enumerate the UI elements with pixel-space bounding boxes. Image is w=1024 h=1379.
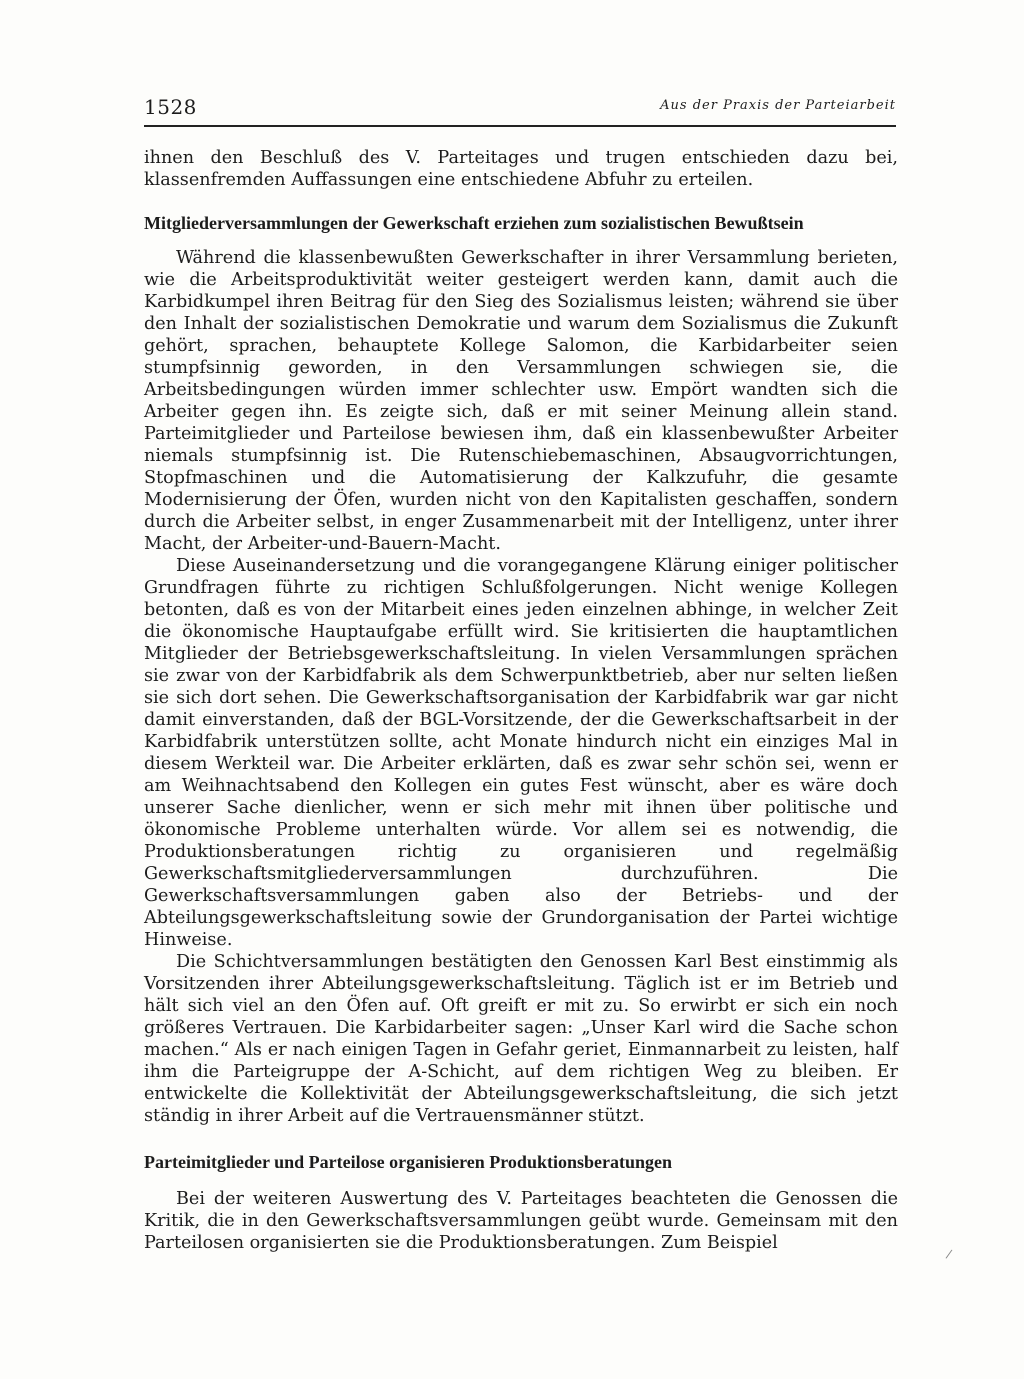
section-heading: Mitgliederversammlungen der Gewerkschaft erziehen zum sozialistischen Bewußtsein bbox=[144, 213, 804, 233]
body-paragraph: Während die klassenbewußten Gewerkschafter in ihrer Versammlung berieten, wie die Arbeitsproduktivität weiter gesteigert werden kann, damit auch die Karbidkumpel ihren Beitrag für den Sieg des Sozialismus leisten; während sie über den Inhalt der sozialistischen Demokratie und warum dem Sozialismus die Zukunft gehört, sprachen, behauptete Kollege Salomon, die Karbidarbeiter seien stumpfsinnig geworden, in den Versammlungen schwiegen sie, die Arbeitsbedingungen würden immer schlechter usw. Empört wandten sich die Arbeiter gegen ihn. Es zeigte sich, daß er mit seiner Meinung allein stand. Parteimitglieder und Parteilose bewiesen ihm, daß ein klassenbewußter Arbeiter niemals stumpfsinnig ist. Die Rutenschiebemaschinen, Absaugvorrichtungen, Stopfmaschinen und die Automatisierung der Kalkzufuhr, die gesamte Modernisierung der Öfen, wurden nicht von den Kapitalisten geschaffen, sondern durch die Arbeiter selbst, in enger Zusammenarbeit mit der Intelligenz, unter ihrer Macht, der Arbeiter-und-Bauern-Macht. bbox=[144, 248, 898, 554]
page-number: 1528 bbox=[144, 95, 197, 119]
page-body bbox=[144, 147, 898, 1254]
page-header bbox=[144, 95, 896, 127]
running-title: Aus der Praxis der Parteiarbeit bbox=[660, 98, 896, 113]
margin-mark: / bbox=[944, 1246, 954, 1262]
intro-paragraph: ihnen den Beschluß des V. Parteitages und trugen entschieden dazu bei, klassenfremden Auffassungen eine entschiedene Abfuhr zu erteilen. bbox=[144, 148, 898, 190]
body-paragraph: Die Schichtversammlungen bestätigten den Genossen Karl Best einstimmig als Vorsitzenden ihrer Abteilungsgewerkschaftsleitung. Täglich ist er im Betrieb und hält sich viel an den Öfen auf. Oft greift er mit zu. So erwirbt er sich ein noch größeres Vertrauen. Die Karbidarbeiter sagen: „Unser Karl wird die Sache schon machen.“ Als er nach einigen Tagen in Gefahr geriet, Einmannarbeit zu leisten, half ihm die Parteigruppe der A-Schicht, auf dem richtigen Weg zu bleiben. Er entwickelte die Kollektivität der Abteilungsgewerkschaftsleitung, die sich jetzt ständig in ihrer Arbeit auf die Vertrauensmänner stützt. bbox=[144, 952, 898, 1126]
body-paragraph: Bei der weiteren Auswertung des V. Parteitages beachteten die Genossen die Kritik, die in den Gewerkschaftsversammlungen geübt wurde. Gemeinsam mit den Parteilosen organisierten sie die Produktionsberatungen. Zum Beispiel bbox=[144, 1189, 898, 1253]
section-heading: Parteimitglieder und Parteilose organisieren Produktionsberatungen bbox=[144, 1152, 672, 1172]
body-paragraph: Diese Auseinandersetzung und die vorangegangene Klärung einiger politischer Grundfragen führte zu richtigen Schlußfolgerungen. Nicht wenige Kollegen betonten, daß es von der Mitarbeit eines jeden einzelnen abhinge, in welcher Zeit die ökonomische Hauptaufgabe erfüllt wird. Sie kritisierten die hauptamtlichen Mitglieder der Betriebsgewerkschaftsleitung. In vielen Versammlungen sprächen sie zwar von der Karbidfabrik als dem Schwerpunktbetrieb, aber nur selten ließen sie sich dort sehen. Die Gewerkschaftsorganisation der Karbidfabrik war gar nicht damit einverstanden, daß der BGL-Vorsitzende, der die Gewerkschaftsarbeit in der Karbidfabrik unterstützen sollte, acht Monate hindurch nicht ein einziges Mal in diesem Werkteil war. Die Arbeiter erklärten, daß es zwar sehr schön sei, wenn er am Weihnachtsabend den Kollegen ein gutes Fest wünscht, aber es wäre doch unserer Sache dienlicher, wenn er sich mehr mit ihnen über politische und ökonomische Probleme unterhalten würde. Vor allem sei es notwendig, die Produktionsberatungen richtig zu organisieren und regelmäßig Gewerkschaftsmitgliederversammlungen durchzuführen. Die Gewerkschaftsversammlungen gaben also der Betriebs- und der Abteilungsgewerkschaftsleitung sowie der Grundorganisation der Partei wichtige Hinweise. bbox=[144, 556, 898, 950]
